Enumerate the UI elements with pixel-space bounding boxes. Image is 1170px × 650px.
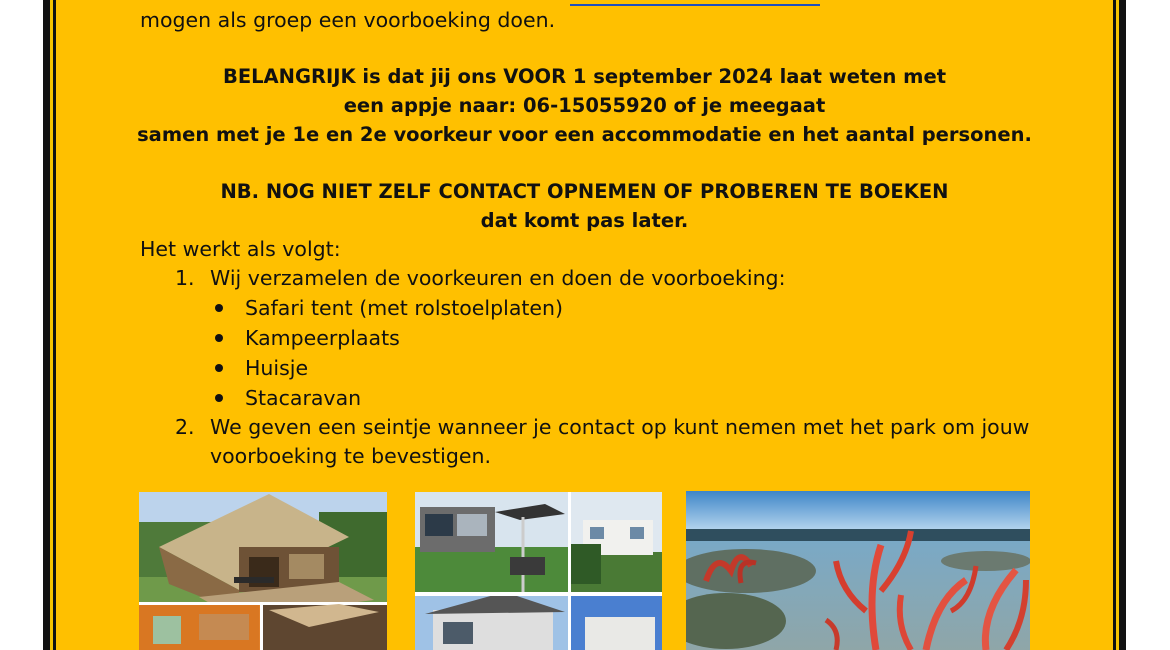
intro-text: mogen als groep een voorboeking doen. — [140, 8, 556, 32]
hyperlink[interactable] — [570, 0, 820, 6]
step-number-1: 1. — [175, 266, 195, 290]
step-text-2-line-2: voorboeking te bevestigen. — [210, 444, 491, 468]
safari-tent-photo — [139, 492, 387, 650]
bullet-icon — [215, 334, 223, 342]
step-text-2-line-1: We geven een seintje wanneer je contact op kunt nemen met het park om jouw — [210, 415, 1030, 439]
bullet-icon — [215, 394, 223, 402]
important-line-2: een appje naar: 06-15055920 of je meegaat — [343, 94, 826, 117]
list-item: Kampeerplaats — [245, 326, 400, 350]
safari-tent-illustration — [139, 492, 387, 650]
frame-border-left-outer — [43, 0, 50, 650]
bullet-icon — [215, 304, 223, 312]
list-item: Huisje — [245, 356, 309, 380]
important-line-3: samen met je 1e en 2e voorkeur voor een accommodatie en het aantal personen. — [137, 123, 1032, 146]
note-line-2: dat komt pas later. — [480, 209, 689, 232]
flyer-page — [56, 0, 1113, 650]
frame-border-right-outer — [1119, 0, 1126, 650]
important-line-1: BELANGRIJK is dat jij ons VOOR 1 september 2024 laat weten met — [222, 65, 947, 88]
list-item: Safari tent (met rolstoelplaten) — [245, 296, 564, 320]
list-item: Stacaravan — [245, 386, 362, 410]
step-number-2: 2. — [175, 415, 195, 439]
saltmarsh-photo — [686, 491, 1030, 650]
note-line-1: NB. NOG NIET ZELF CONTACT OPNEMEN OF PROBEREN TE BOEKEN — [220, 180, 949, 203]
steps-heading: Het werkt als volgt: — [140, 237, 341, 261]
step-text-1: Wij verzamelen de voorkeuren en doen de voorboeking: — [210, 266, 786, 290]
chalet-illustration — [415, 492, 662, 650]
saltmarsh-illustration — [686, 491, 1030, 650]
chalet-photo — [415, 492, 662, 650]
bullet-icon — [215, 364, 223, 372]
